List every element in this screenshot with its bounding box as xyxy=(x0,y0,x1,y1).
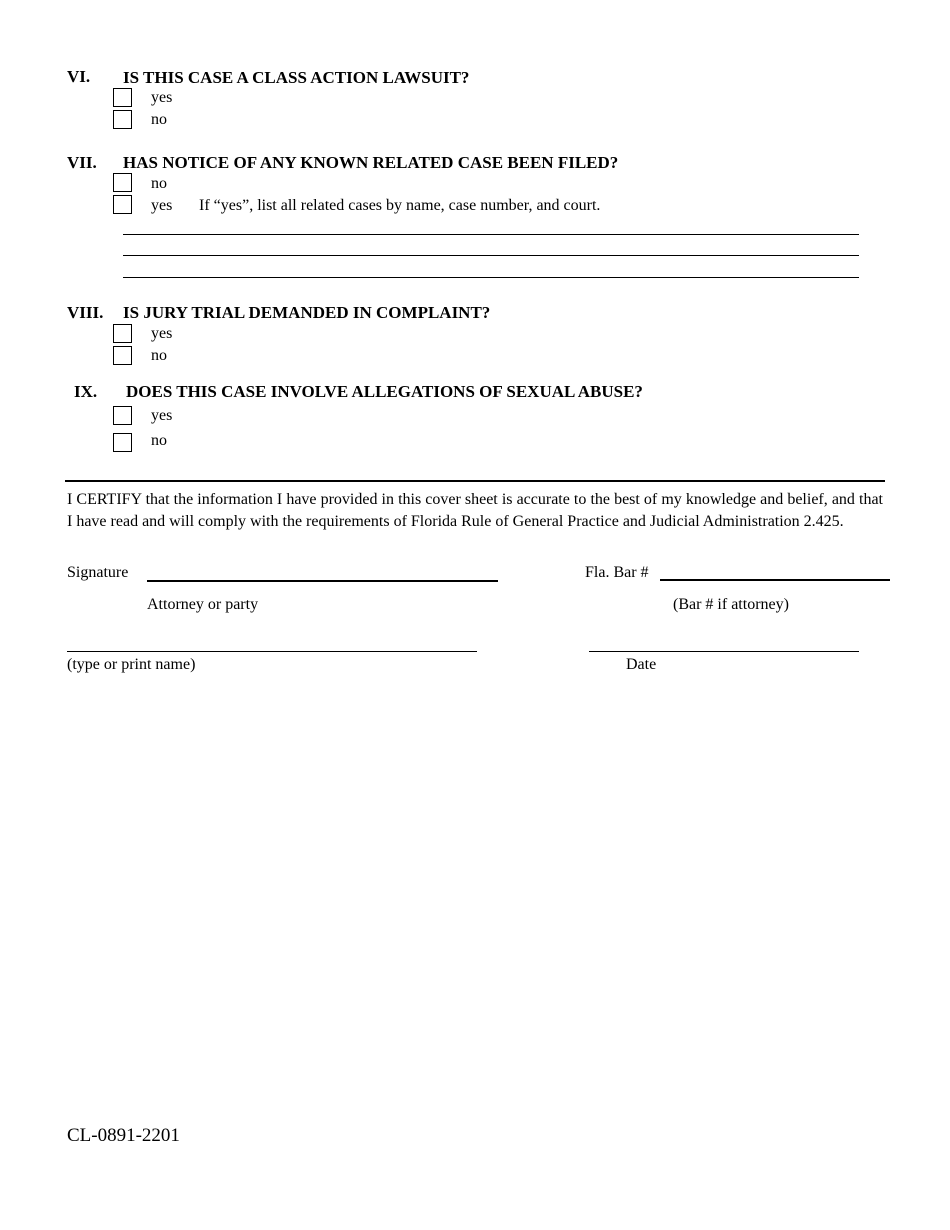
signature-caption: Attorney or party xyxy=(147,596,259,613)
signature-label: Signature xyxy=(67,564,129,581)
related-case-instruction: If “yes”, list all related cases by name, case number, and court. xyxy=(199,197,601,214)
bar-number-line[interactable] xyxy=(660,579,890,581)
class-action-yes-label: yes xyxy=(151,89,173,106)
related-case-no-label: no xyxy=(151,175,167,192)
certification-text: I CERTIFY that the information I have provided in this cover sheet is accurate to the best of my knowledge and belief, and that I have read and will comply with the requirements of Florida Rule of General Practice and Judicial Administration 2.425. xyxy=(67,491,883,530)
jury-trial-yes-label: yes xyxy=(151,325,173,342)
date-line[interactable] xyxy=(589,651,859,652)
section-vi-number: VI. xyxy=(67,67,91,86)
class-action-yes-checkbox[interactable] xyxy=(113,88,132,107)
print-name-line[interactable] xyxy=(67,651,477,652)
section-ix-number: IX. xyxy=(74,382,98,401)
related-case-yes-label: yes xyxy=(151,197,173,214)
section-vi-question: IS THIS CASE A CLASS ACTION LAWSUIT? xyxy=(123,68,470,87)
section-ix-question: DOES THIS CASE INVOLVE ALLEGATIONS OF SEXUAL ABUSE? xyxy=(126,382,643,401)
sexual-abuse-no-label: no xyxy=(151,432,167,449)
date-caption: Date xyxy=(626,656,657,673)
class-action-no-label: no xyxy=(151,111,167,128)
related-case-line-3[interactable] xyxy=(123,277,859,278)
jury-trial-no-label: no xyxy=(151,347,167,364)
sexual-abuse-yes-checkbox[interactable] xyxy=(113,406,132,425)
signature-line[interactable] xyxy=(147,580,498,582)
sexual-abuse-no-checkbox[interactable] xyxy=(113,433,132,452)
section-vii-number: VII. xyxy=(67,153,97,172)
section-viii-number: VIII. xyxy=(67,303,104,322)
section-viii-question: IS JURY TRIAL DEMANDED IN COMPLAINT? xyxy=(123,303,491,322)
related-case-line-1[interactable] xyxy=(123,234,859,235)
related-case-yes-checkbox[interactable] xyxy=(113,195,132,214)
related-case-line-2[interactable] xyxy=(123,255,859,256)
related-case-no-checkbox[interactable] xyxy=(113,173,132,192)
jury-trial-yes-checkbox[interactable] xyxy=(113,324,132,343)
bar-number-label: Fla. Bar # xyxy=(585,564,649,581)
jury-trial-no-checkbox[interactable] xyxy=(113,346,132,365)
sexual-abuse-yes-label: yes xyxy=(151,407,173,424)
section-vii-question: HAS NOTICE OF ANY KNOWN RELATED CASE BEEN FILED? xyxy=(123,153,619,172)
form-code: CL-0891-2201 xyxy=(67,1125,180,1146)
section-divider xyxy=(65,480,885,482)
bar-number-caption: (Bar # if attorney) xyxy=(673,596,789,613)
print-name-caption: (type or print name) xyxy=(67,656,196,673)
class-action-no-checkbox[interactable] xyxy=(113,110,132,129)
